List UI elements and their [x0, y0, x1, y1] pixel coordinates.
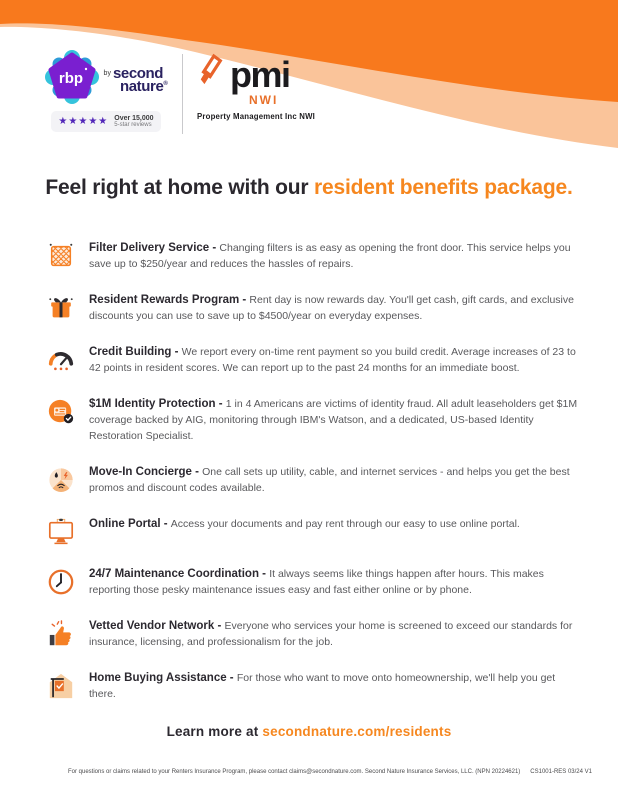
- benefit-description: One call sets up utility, cable, and internet services - and helps you get the best promos and discount codes available.: [89, 465, 570, 494]
- pmi-mark-icon: [197, 52, 225, 90]
- five-stars-icon: ★★★★★: [58, 115, 109, 127]
- concierge-icon: [46, 465, 76, 495]
- benefit-item: [46, 292, 584, 325]
- credit-gauge-icon: [46, 345, 76, 375]
- benefit-title: Move-In Concierge -: [89, 465, 203, 478]
- rbp-logo: [40, 50, 172, 132]
- benefit-title: Home Buying Assistance -: [89, 671, 237, 684]
- pmi-region: NWI: [249, 93, 279, 107]
- rbp-badge-icon: [45, 50, 99, 104]
- learn-more-prefix: Learn more at: [166, 724, 263, 739]
- benefit-item: [46, 516, 584, 547]
- benefit-description: Changing filters is as easy as opening the front door. This service helps you save up to $250/year and reduces the hassles of repairs.: [89, 242, 571, 271]
- benefit-item: [46, 670, 584, 703]
- benefit-description: Rent day is now rewards day. You'll get cash, gift cards, and exclusive discounts you can use to save up to $4500/year on everyday expenses.: [89, 294, 574, 323]
- page-title-prefix: Feel right at home with our: [45, 176, 315, 199]
- reviews-count: Over 15,000: [114, 115, 154, 122]
- benefit-title: 24/7 Maintenance Coordination -: [89, 567, 270, 580]
- benefit-title: Online Portal -: [89, 517, 171, 530]
- pmi-company-name: Property Management Inc NWI: [197, 112, 316, 121]
- identity-shield-icon: [46, 397, 76, 427]
- rbp-mark-text: rbp: [58, 70, 83, 87]
- benefit-title: Vetted Vendor Network -: [89, 619, 225, 632]
- home-buying-icon: [46, 671, 76, 701]
- reviews-badge: [51, 111, 160, 132]
- logo-divider: [182, 54, 183, 134]
- benefit-item: [46, 344, 584, 377]
- doc-code: CS1001-RES 03/24 V1: [530, 769, 592, 775]
- logo-lockup: [40, 50, 315, 134]
- benefit-title: Filter Delivery Service -: [89, 242, 220, 254]
- benefit-item: [46, 240, 584, 273]
- benefit-item: [46, 618, 584, 651]
- registered-mark: ®: [163, 81, 168, 87]
- page-title-highlight: resident benefits package.: [314, 176, 573, 199]
- benefit-description: 1 in 4 Americans are victims of identity fraud. All adult leaseholders get $1M coverage backed by AIG, monitoring through IBM's Watson, and a dedicated, US-based Identity Restoration Specialist.: [89, 398, 578, 442]
- second-nature-line2: nature: [119, 78, 164, 95]
- online-portal-icon: [46, 517, 76, 547]
- by-label: by: [103, 69, 111, 77]
- second-nature-wordmark: [103, 64, 168, 95]
- gift-icon: [46, 293, 76, 323]
- learn-more-text: [0, 724, 618, 739]
- benefit-description: We report every on-time rent payment so you build credit. Average increases of 23 to 42 points in resident scores. We can report up to the past 24 months for an immediate boost.: [89, 346, 576, 375]
- pmi-logo: [197, 52, 315, 121]
- fine-print-row: [0, 769, 618, 775]
- benefit-description: Everyone who services your home is screened to exceed our standards for insurance, licensing, and professionalism for the job.: [89, 619, 573, 648]
- benefit-title: Credit Building -: [89, 346, 182, 358]
- benefit-description: Access your documents and pay rent through our easy to use online portal.: [170, 517, 520, 530]
- benefit-description: For those who want to move onto homeownership, we'll help you get there.: [89, 671, 556, 700]
- benefit-item: [46, 396, 584, 445]
- filter-icon: [46, 241, 76, 271]
- benefit-title: Resident Rewards Program -: [89, 294, 250, 306]
- benefit-description: It always seems like things happen after hours. This makes reporting those pesky maintenance issues easy and fast either online or by phone.: [89, 567, 544, 596]
- learn-more-link[interactable]: secondnature.com/residents: [262, 724, 452, 739]
- benefit-item: [46, 566, 584, 599]
- clock-icon: [46, 567, 76, 597]
- benefit-title: $1M Identity Protection -: [89, 398, 226, 410]
- page-title: [0, 176, 618, 200]
- thumbs-up-icon: [46, 619, 76, 649]
- reviews-caption: 5-star reviews: [114, 122, 152, 128]
- fine-print: For questions or claims related to your Renters Insurance Program, please contact claims@secondnature.com. Second Nature Insurance Services, LLC. (NPN 20224621): [68, 769, 521, 775]
- benefit-item: [46, 464, 584, 497]
- benefits-list: [46, 240, 584, 703]
- second-nature-line1: second: [112, 64, 164, 82]
- pmi-wordmark: pmi: [230, 54, 290, 96]
